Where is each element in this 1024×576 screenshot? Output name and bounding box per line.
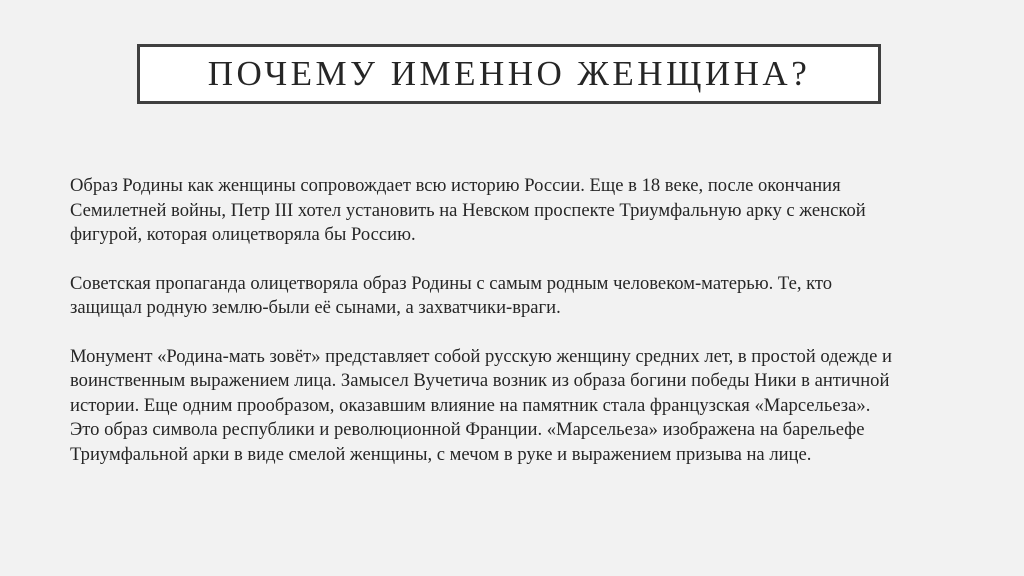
title-box	[137, 44, 881, 104]
paragraph-2	[70, 272, 970, 321]
paragraph-line: защищал родную землю-были её сынами, а захватчики-враги.	[70, 297, 561, 318]
paragraph-line: фигурой, которая олицетворяла бы Россию.	[70, 224, 416, 245]
paragraph-line: Образ Родины как женщины сопровождает всю историю России. Еще в 18 веке, после окончания	[70, 175, 841, 196]
slide-body	[70, 174, 970, 491]
slide-title: ПОЧЕМУ ИМЕННО ЖЕНЩИНА?	[207, 54, 811, 93]
paragraph-line: воинственным выражением лица. Замысел Вучетича возник из образа богини победы Ники в античной	[70, 370, 890, 391]
paragraph-line: Семилетней войны, Петр III хотел установить на Невском проспекте Триумфальную арку с женской	[70, 199, 866, 221]
paragraph-line: Триумфальной арки в виде смелой женщины, с мечом в руке и выражением призыва на лице.	[70, 443, 812, 465]
paragraph-1	[70, 174, 970, 248]
paragraph-line: Это образ символа республики и революционной Франции. «Марсельеза» изображена на барельефе	[70, 419, 865, 440]
paragraph-line: истории. Еще одним прообразом, оказавшим влияние на памятник стала французская «Марсельеза».	[70, 394, 871, 416]
paragraph-line: Советская пропаганда олицетворяла образ Родины с самым родным человеком-матерью. Те, кто	[70, 272, 833, 294]
paragraph-line: Монумент «Родина-мать зовёт» представляет собой русскую женщину средних лет, в простой одежде и	[70, 345, 892, 367]
paragraph-3	[70, 345, 970, 468]
